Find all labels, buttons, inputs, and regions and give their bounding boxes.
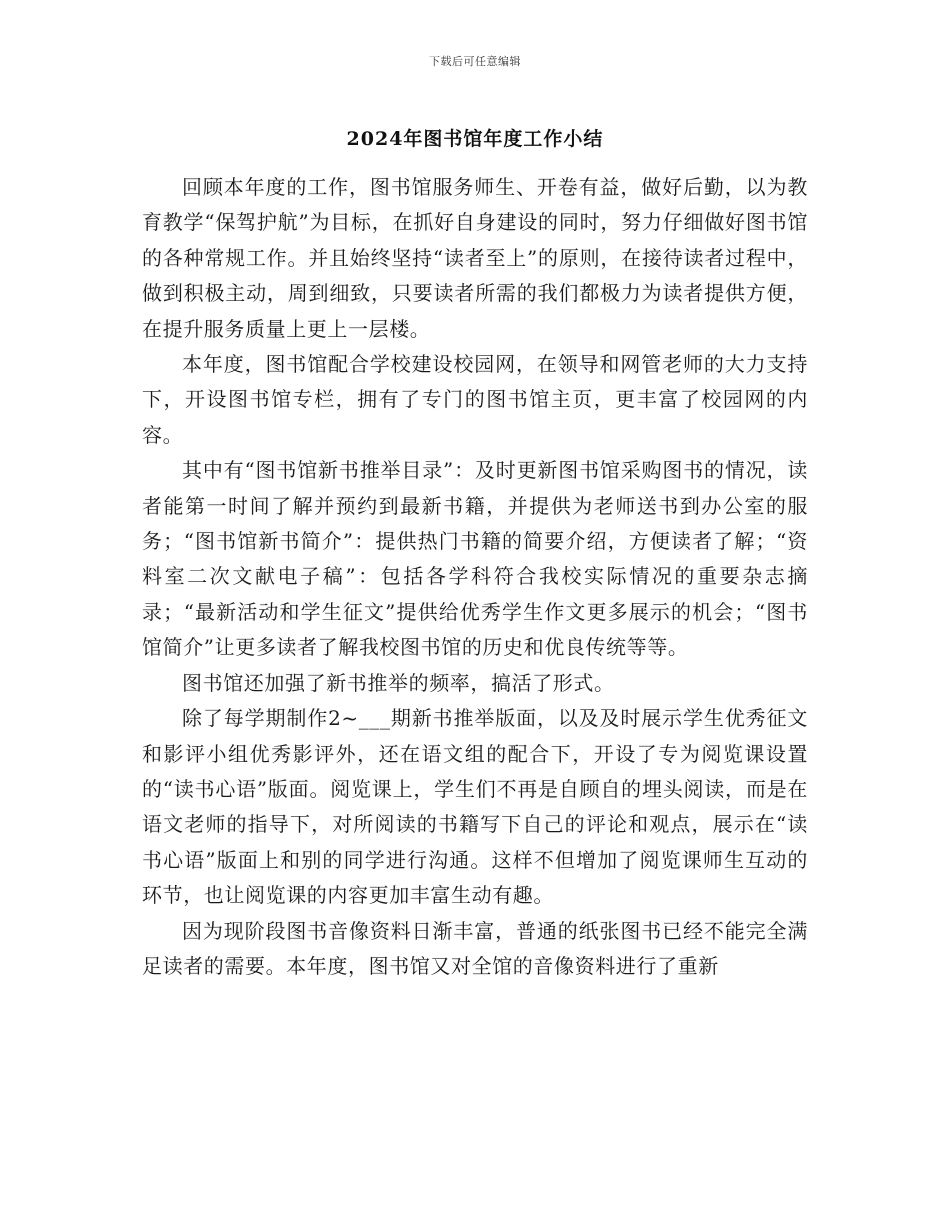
paragraph-review: 回顾本年度的工作，图书馆服务师生、开卷有益，做好后勤，以为教育教学“保驾护航”为目标，在抓好自身建设的同时，努力仔细做好图书馆的各种常规工作。并且始终坚持“读者至上”的原则，在接待读者过程中，做到积极主动，周到细致，只要读者所需的我们都极力为读者提供方便，在提升服务质量上更上一层楼。 (142, 175, 808, 341)
paragraph-campus-network: 本年度，图书馆配合学校建设校园网，在领导和网管老师的大力支持下，开设图书馆专栏，拥有了专门的图书馆主页，更丰富了校园网的内容。 (142, 352, 808, 447)
paragraph-audio-visual: 因为现阶段图书音像资料日渐丰富，普通的纸张图书已经不能完全满足读者的需要。本年度，图书馆又对全馆的音像资料进行了重新 (142, 918, 808, 978)
paragraph-web-sections: 其中有“图书馆新书推举目录”：及时更新图书馆采购图书的情况，读者能第一时间了解并预约到最新书籍，并提供为老师送书到办公室的服务；“图书馆新书简介”：提供热门书籍的简要介绍，方便读者了解；“资料室二次文献电子稿”：包括各学科符合我校实际情况的重要杂志摘录；“最新活动和学生征文”提供给优秀学生作文更多展示的机会；“图书馆简介”让更多读者了解我校图书馆的历史和优良传统等等。 (142, 458, 808, 660)
document-title: 2024年图书馆年度工作小结 (346, 128, 604, 150)
paragraph-reading-notes: 除了每学期制作2~___期新书推举版面，以及及时展示学生优秀征文和影评小组优秀影评外，还在语文组的配合下，开设了专为阅览课设置的“读书心语”版面。阅览课上，学生们不再是自顾自的埋头阅读，而是在语文老师的指导下，对所阅读的书籍写下自己的评论和观点，展示在“读书心语”版面上和别的同学进行沟通。这样不但增加了阅览课师生互动的环节，也让阅览课的内容更加丰富生动有趣。 (142, 706, 808, 908)
header-note: 下载后可任意编辑 (429, 55, 521, 68)
document-body (142, 170, 808, 984)
paragraph-recommendation-frequency: 图书馆还加强了新书推举的频率，搞活了形式。 (182, 670, 615, 695)
